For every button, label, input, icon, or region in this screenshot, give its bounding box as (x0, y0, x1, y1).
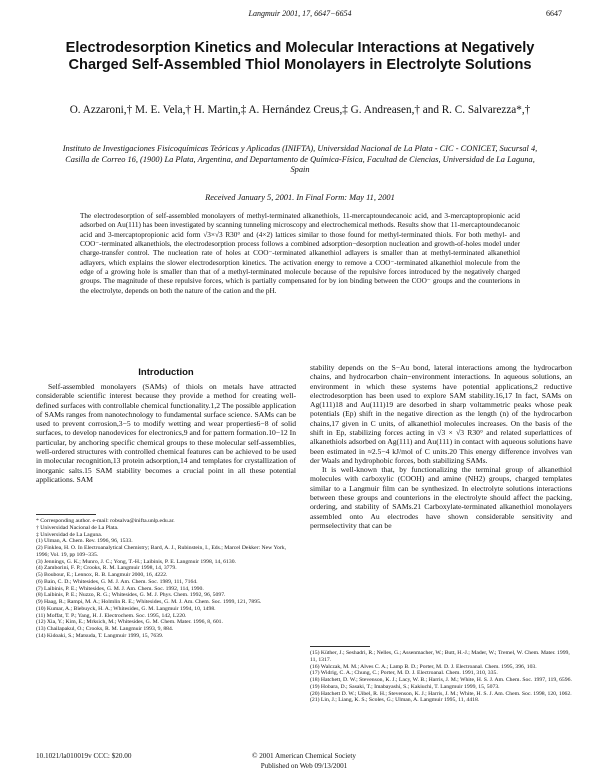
copyright: © 2001 American Chemical Society (251, 752, 357, 760)
footnote-item: * Corresponding author. e-mail: robsalva@inifta.unlp.edu.ar. (36, 518, 175, 524)
footnote-item: (11) Moffat, T. P.; Yang, H. J. Electrochem. Soc. 1995, 142, L220. (36, 612, 187, 619)
footnote-item: (20) Hatchett D. W.; Uibel, R. H.; Stevenson, K. J.; Harris, J. M.; White, H. S. J. Am. Chem. Soc. 1998, 120, 1062. (310, 690, 572, 697)
footnote-item: (4) Zamborini, F. P.; Crooks, R. M. Langmuir 1998, 14, 3779. (36, 565, 177, 572)
footnote-divider (36, 514, 96, 515)
footnote-item: † Universidad Nacional de La Plata. (36, 524, 119, 531)
abstract: The electrodesorption of self-assembled monolayers of methyl-terminated alkanethiols, 11-mercaptoundecanoic acid, and 3-mercaptopropionic acid adsorbed on Au(111) has been investigated by scanning tunneling microscopy and electrochemical methods. Results show that 11-mercaptoundecanoic acid and 3-mercaptopropionic acid form √3×√3 R30° and (4×2) lattices similar to those found for methyl-terminated thiols. For both methyl- and COO⁻-terminated alkanethiols, the electrodesorption process follows a combined adsorption−desorption nucleation and growth-of-holes model under charge-transfer control. The nucleation rate of holes at COO⁻-terminated alkanethiol adlayers is smaller than at methyl-terminated alkanethiol adlayers, which explains the slower electrodesorption kinetics. The activation energy to remove a COO⁻-terminated alkanethiol molecule from the edge of a growing hole is smaller than that of a methyl-terminated molecule because of the repulsive forces introduced by the negatively charged groups. The magnitude of these repulsive forces, which is partially compensated for by ion binding between the COO⁻ groups and the counterions in the electrolyte, depends on both the nature of the cation and the pH. (80, 212, 520, 295)
footnote-item: (16) Walczak, M. M.; Alves C. A.; Lamp B. D.; Porter, M. D. J. Electroanal. Chem. 1995, 396, 103. (310, 663, 537, 670)
footnote-item: (2) Finklea, H. O. In Electroanalytical Chemistry; Bard, A. J., Rubinstein, I., Eds.; Marcel Dekker: New York, 1996; Vol. 19, pp 109−335. (36, 545, 287, 558)
paragraph: stability depends on the S−Au bond, lateral interactions among the hydrocarbon chains, and hydrocarbon chain−environment interactions. In aqueous solutions, an environment in which these systems have potential applications,2 reductive electrodesorption has been used to explore SAM stability.16,17 In fact, SAMs on Ag(111)18 and Au(111)19 are desorbed in sharp voltammetric peaks whose peak potentials (Ep) shift in the negative direction as the length (n) of the hydrocarbon chains,17 given in C units, of alkanethiol molecules increases. On the basis of the shift in Ep, stabilizing forces acting in √3 × √3 R30° and related superlattices of alkanethiols adsorbed on Ag(111) and Au(111) in contact with aqueous solutions have been estimated in ≈2.5−4 kJ/mol of C units.20 This energy difference involves van der Waals and hydrophobic forces, both stabilizing SAMs. (310, 363, 572, 465)
footnotes-right (310, 650, 572, 704)
paragraph: It is well-known that, by functionalizing the terminal group of alkanethiol molecules with carboxylic (COOH) and amine (NH2) groups, charged templates similar to a Langmuir film can be synthesized. In electrolyte solutions interactions between these groups and counterions in the electrolyte should affect the packing, ordering, and stability of SAMs.21 Carboxylate-terminated alkanethiol monolayers assembled onto Au electrodes have shown considerable sensitivity and permselectivity that can be (310, 465, 572, 530)
footnote-item: (14) Kidoaki, S.; Matsuda, T. Langmuir 1999, 15, 7639. (36, 632, 164, 639)
received-dates: Received January 5, 2001. In Final Form: May 11, 2001 (205, 193, 395, 202)
journal-citation: Langmuir 2001, 17, 6647−6654 (248, 9, 352, 18)
footnotes-left (36, 518, 296, 640)
body-column-right (310, 363, 572, 530)
footnote-item: (7) Laibinis, P. E.; Whitesides, G. M. J. Am. Chem. Soc. 1992, 114, 1990. (36, 585, 204, 592)
footnote-item: (15) Küther, J.; Seshadri, R.; Nelles, G.; Assenmacher, W.; Butt, H.-J.; Mader, W.; Tremel, W. Chem. Mater. 1999, 11, 1317. (310, 650, 570, 663)
footnote-item: (19) Hobara, D.; Sasaki, T.; Imabayashi, S.; Kakiuchi, T. Langmuir 1999, 15, 5073. (310, 683, 500, 690)
footnote-item: (10) Kumar, A.; Biebuyck, H. A.; Whitesides, G. M. Langmuir 1994, 10, 1498. (36, 605, 216, 612)
footnote-item: (8) Laibinis, P. E.; Nuzzo, R. G.; Whitesides, G. M. J. Phys. Chem. 1992, 96, 5097. (36, 592, 226, 599)
footnote-item: (6) Bain, C. D.; Whitesides, G. M. J. Am. Chem. Soc. 1989, 111, 7164. (36, 578, 198, 585)
footnote-item: (5) Boubour, E.; Lennox, R. B. Langmuir 2000, 16, 4222. (36, 572, 168, 578)
footnote-item: ‡ Universidad de La Laguna. (36, 531, 103, 538)
paper-title: Electrodesorption Kinetics and Molecular Interactions at Negatively Charged Self-Assembled Thiol Monolayers in Electrolyte Solutions (65, 40, 535, 73)
author-list: O. Azzaroni,† M. E. Vela,† H. Martin,‡ A. Hernández Creus,‡ G. Andreasen,† and R. C. Salvarezza*,† (69, 104, 531, 116)
footnote-item: (12) Xia, Y.; Kim, E.; Mrksich, M.; Whitesides, G. M. Chem. Mater. 1996, 8, 601. (36, 619, 223, 626)
footnote-item: (21) Lin, J.; Liang, K. S.; Scoles, G.; Ulman, A. Langmuir 1995, 11, 4418. (310, 697, 480, 704)
body-column-left (36, 382, 296, 484)
footnote-divider (310, 646, 370, 647)
affiliation: Instituto de Investigaciones Fisicoquímicas Teóricas y Aplicadas (INIFTA), Universidad Nacional de La Plata - CIC - CONICET, Sucursal 4, Casilla de Correo 16, (1900) La Plata, Argentina, and Departamento de Química-Física, Facultad de Ciencias, Universidad de La Laguna, Spain (62, 144, 538, 174)
paragraph: Self-assembled monolayers (SAMs) of thiols on metals have attracted considerable scientific interest because they provide a method for creating well-defined surfaces with controllable chemical functionality.1,2 The possible application of SAMs ranges from nanotechnology to fundamental surface science. SAMs can be used to prevent corrosion,3−5 to modify wetting and wear properties6−8 of solid surfaces, to develop nanodevices for electronics,9 and for pattern formation.10−12 In particular, by anchoring specific chemical groups to these molecular self-assemblies, well-ordered structures with controlled chemical features can be achieved to be used in molecular recognition,13 protein adsorption,14 and templates for crystallization of inorganic salts.15 SAM stability becomes a crucial point in all these potential applications. SAM (36, 382, 297, 484)
footnote-item: (18) Hatchett, D. W.; Stevenson, K. J.; Lacy, W. B.; Harris, J. M.; White, H. S. J. Am. Chem. Soc. 1997, 119, 6596. (310, 677, 572, 683)
section-heading-introduction: Introduction (138, 367, 194, 378)
footnote-item: (9) Haag, R.; Rampi, M. A.; Holmlin R. E.; Whitesides, G. M. J. Am. Chem. Soc. 1999, 121, 7895. (36, 599, 262, 605)
page-number: 6647 (546, 9, 562, 18)
footnote-item: (17) Widrig, C. A.; Chung, C.; Porter, M. D. J. Electroanal. Chem. 1991, 310, 335. (310, 670, 498, 677)
publication-date: Published on Web 09/13/2001 (260, 762, 348, 770)
doi-line: 10.1021/la010019v CCC: $20.00 (36, 752, 132, 760)
running-header (0, 9, 600, 23)
footnote-item: (13) Chailapakul, O.; Crooks, R. M. Langmuir 1993, 9, 884. (36, 626, 174, 632)
footnote-item: (1) Ulman, A. Chem. Rev. 1996, 96, 1533. (36, 538, 133, 545)
footnote-item: (3) Jennings, G. K.; Munro, J. C.; Yong, T.-H.; Laibinis, P. E. Langmuir 1998, 14, 6130. (36, 558, 236, 565)
